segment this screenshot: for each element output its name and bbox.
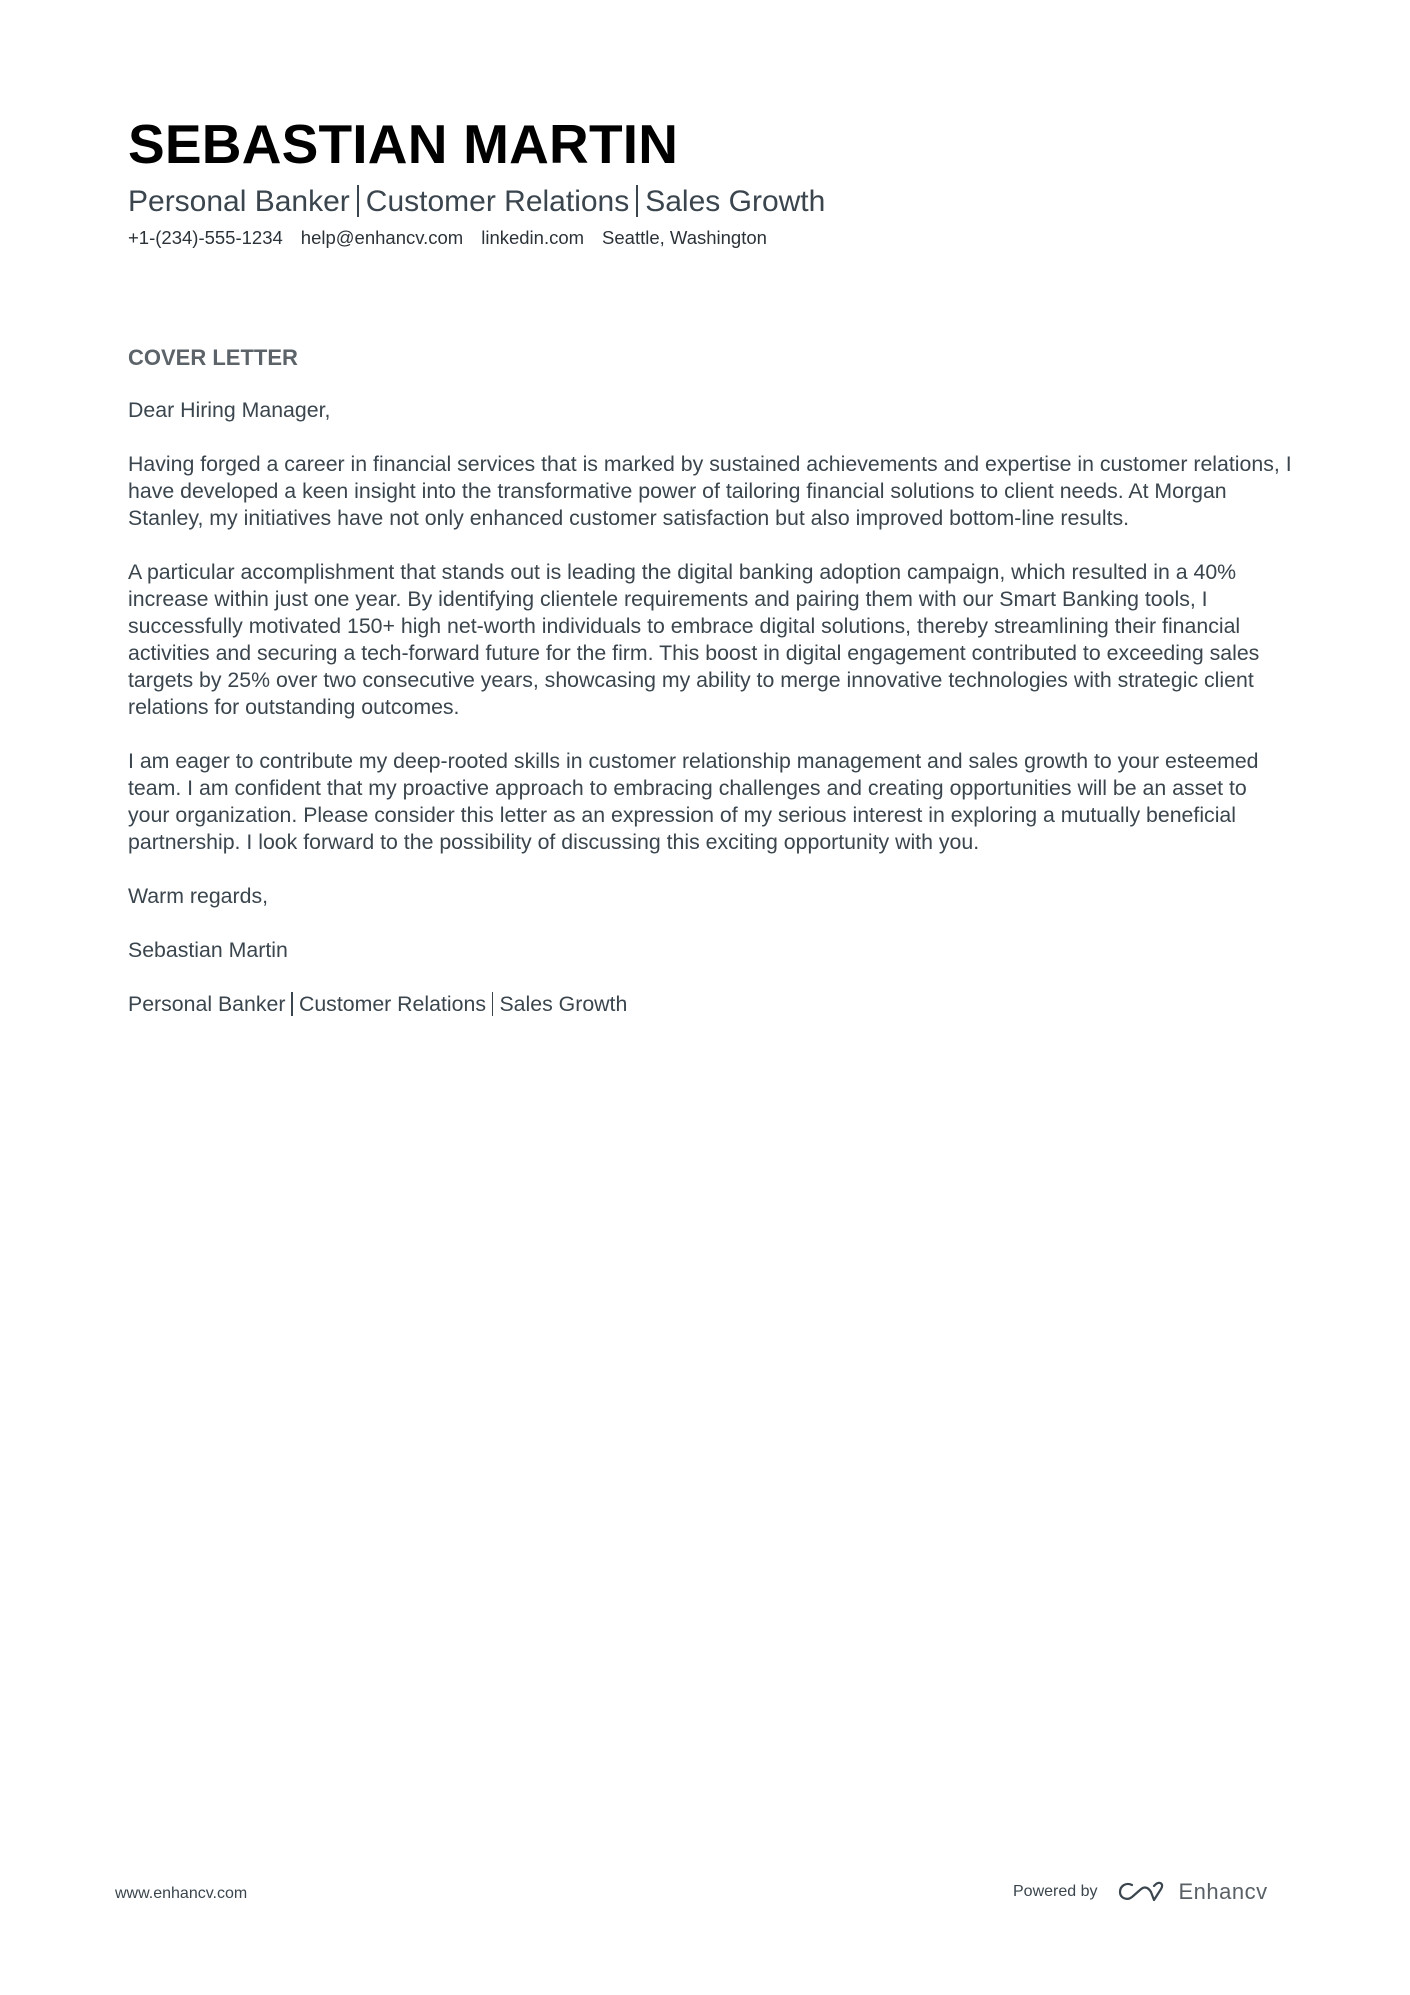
powered-by-label: Powered by [1013, 1883, 1098, 1900]
candidate-title [128, 184, 1288, 220]
signature-title [128, 991, 1293, 1018]
separator [357, 185, 359, 217]
title-part: Personal Banker [128, 185, 350, 218]
footer-website-link[interactable]: www.enhancv.com [115, 1885, 248, 1902]
contact-info [128, 226, 1288, 250]
linkedin-link[interactable]: linkedin.com [481, 227, 585, 248]
location: Seattle, Washington [602, 227, 767, 248]
phone: +1-(234)-555-1234 [128, 227, 283, 248]
letter-body [128, 344, 1293, 1045]
title-part: Personal Banker [128, 992, 286, 1016]
title-part: Customer Relations [298, 992, 486, 1016]
separator [492, 992, 494, 1016]
section-title: COVER LETTER [128, 345, 298, 370]
powered-by-badge[interactable] [1013, 1878, 1268, 1906]
paragraph: A particular accomplishment that stands out is leading the digital banking adoption campaign, which resulted in a 40% increase within just one year. By identifying clientele requirements and pairing them with our Smart Banking tools, I successfully motivated 150+ high net-worth individuals to embrace digital solutions, thereby streamlining their financial activities and securing a tech-forward future for the firm. This boost in digital engagement contributed to exceeding sales targets by 25% over two consecutive years, showcasing my ability to merge innovative technologies with strategic client relations for outstanding outcomes. [128, 560, 1260, 719]
email-link[interactable]: help@enhancv.com [300, 227, 464, 248]
closing: Warm regards, [128, 884, 269, 908]
paragraph: I am eager to contribute my deep-rooted skills in customer relationship management and sales growth to your esteemed team. I am confident that my proactive approach to embracing challenges and creating opportunities will be an asset to your organization. Please consider this letter as an expression of my serious interest in exploring a mutually beneficial partnership. I look forward to the possibility of discussing this exciting opportunity with you. [128, 749, 1259, 854]
title-part: Customer Relations [365, 185, 630, 218]
enhancv-logo-icon [1118, 1880, 1166, 1904]
salutation: Dear Hiring Manager, [128, 398, 331, 422]
separator [291, 992, 293, 1016]
title-part: Sales Growth [499, 992, 628, 1016]
header [128, 113, 1288, 250]
separator [636, 185, 638, 217]
brand-name: Enhancv [1178, 1879, 1268, 1904]
paragraph: Having forged a career in financial services that is marked by sustained achievements and expertise in customer relations, I have developed a keen insight into the transformative power of tailoring financial solutions to client needs. At Morgan Stanley, my initiatives have not only enhanced customer satisfaction but also improved bottom-line results. [128, 452, 1292, 530]
signature-name: Sebastian Martin [128, 938, 288, 962]
title-part: Sales Growth [645, 185, 826, 218]
candidate-name: SEBASTIAN MARTIN [128, 113, 679, 175]
